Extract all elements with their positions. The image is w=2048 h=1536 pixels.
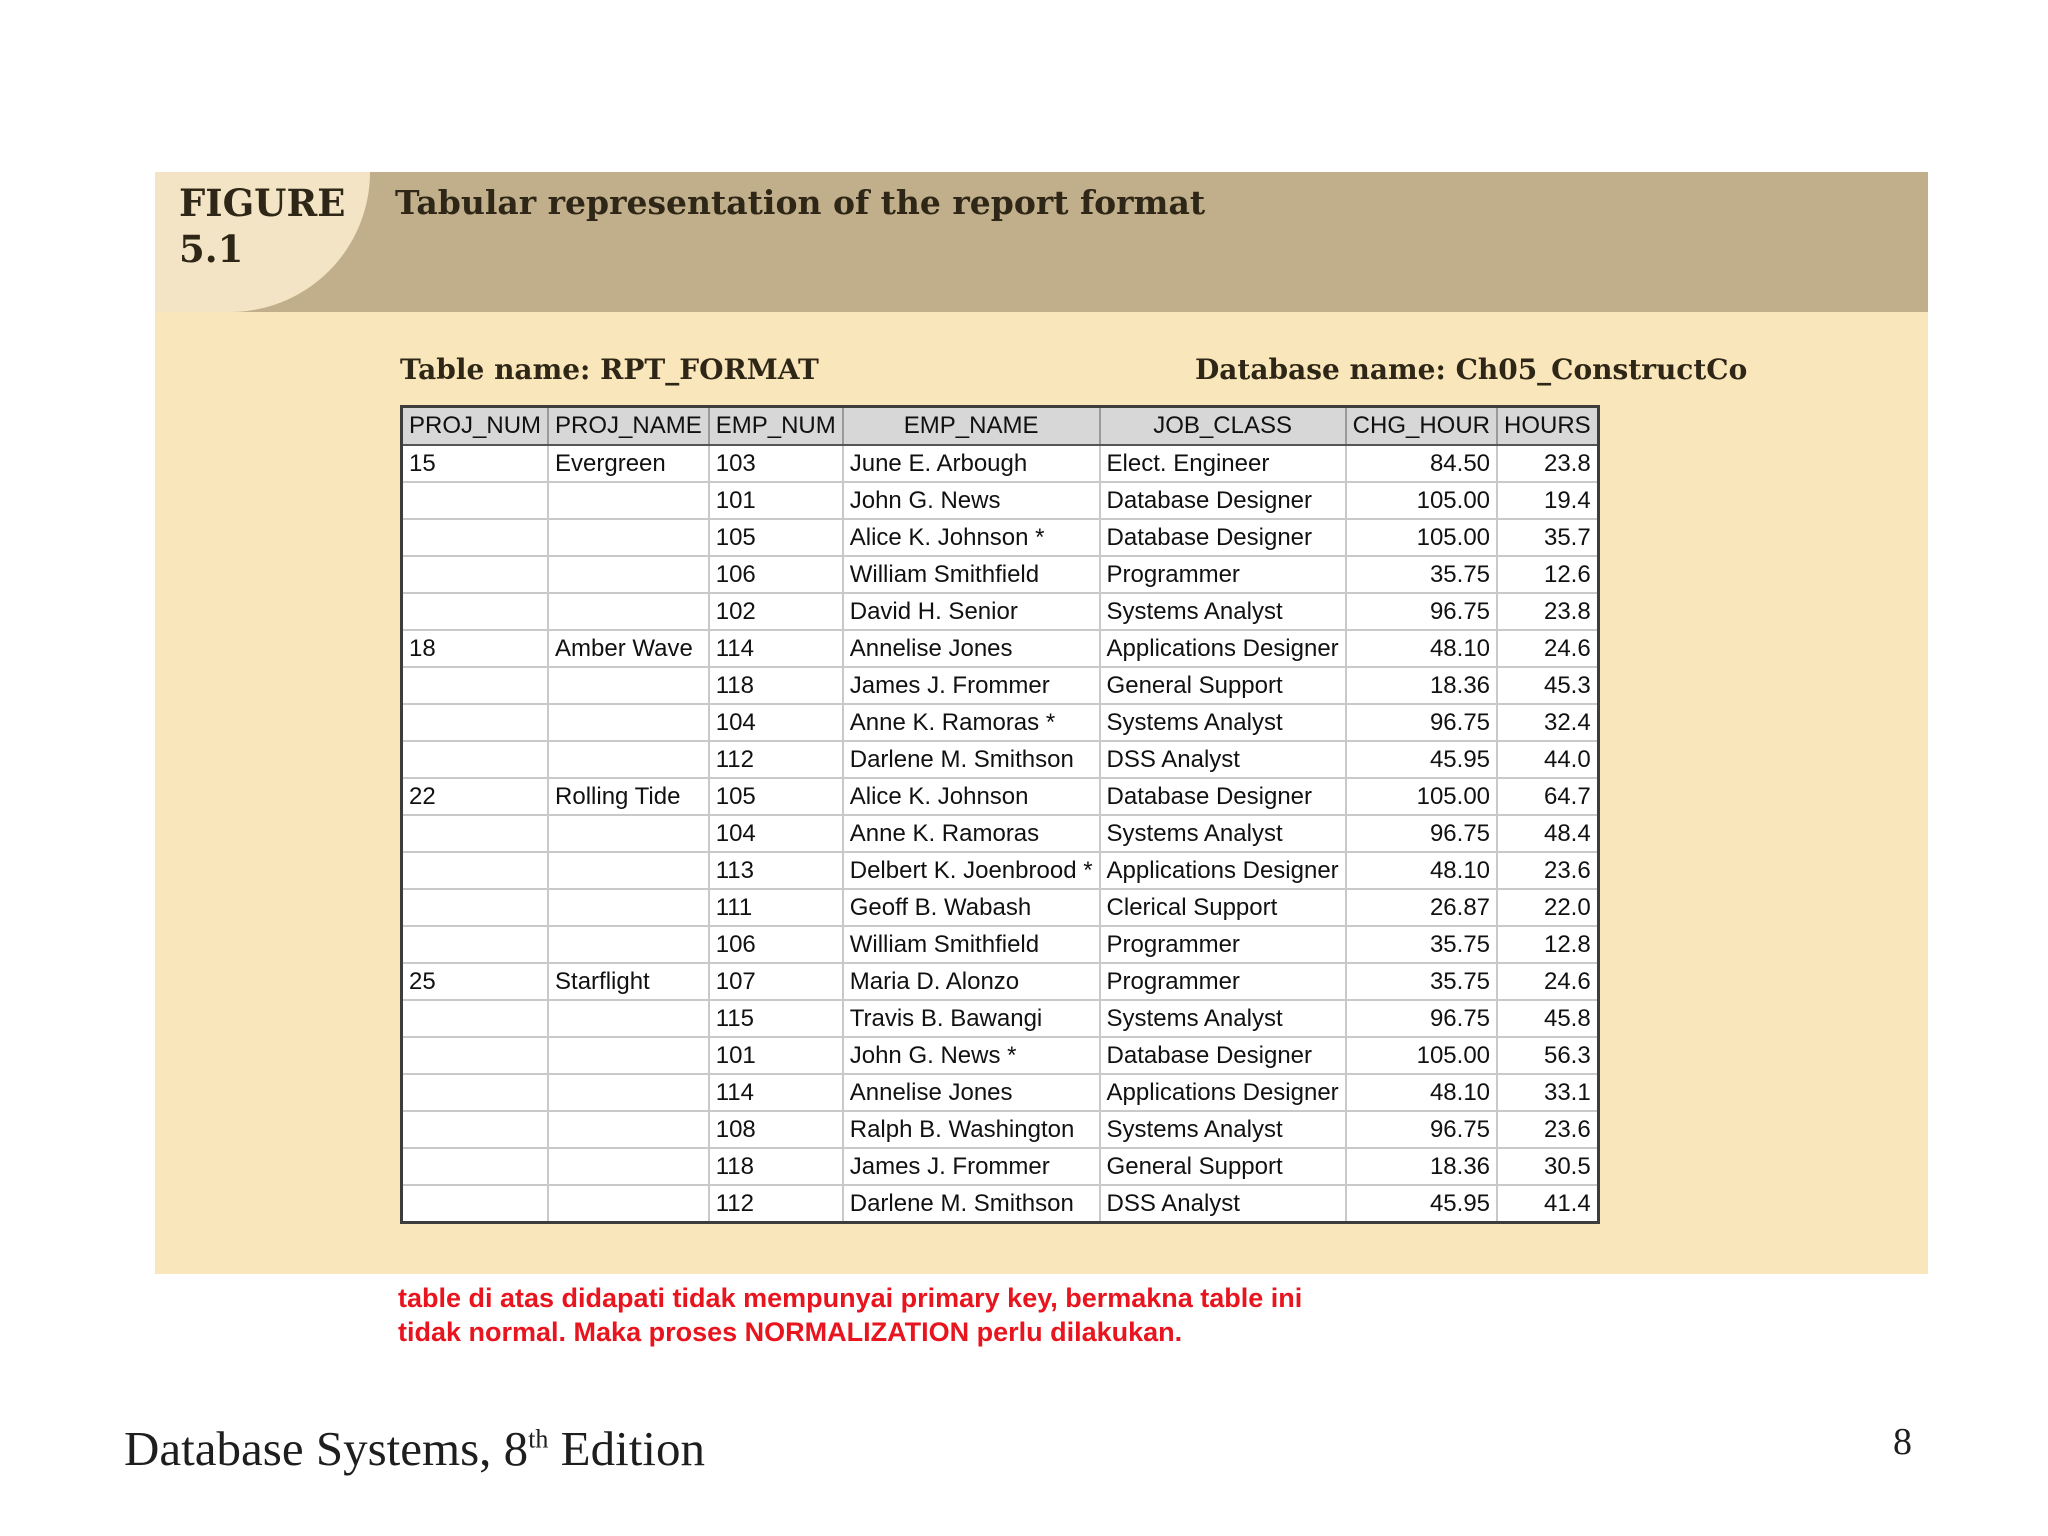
table-row	[402, 815, 1599, 852]
cell-emp-num: 114	[709, 1074, 843, 1111]
cell-job-class: Programmer	[1100, 926, 1346, 963]
database-name-label: Database name: Ch05_ConstructCo	[1195, 353, 1748, 386]
table-row	[402, 926, 1599, 963]
cell-proj-name	[548, 556, 709, 593]
figure-number-tab	[155, 172, 370, 312]
page-number: 8	[1893, 1421, 1912, 1463]
table-name-label: Table name: RPT_FORMAT	[400, 353, 819, 386]
cell-job-class: Programmer	[1100, 963, 1346, 1000]
figure-header	[155, 172, 1928, 312]
book-title-suffix: Edition	[548, 1421, 705, 1476]
cell-emp-num: 112	[709, 741, 843, 778]
cell-hours: 23.6	[1497, 852, 1598, 889]
cell-emp-name: Darlene M. Smithson	[843, 1185, 1100, 1223]
table-row	[402, 593, 1599, 630]
cell-hours: 19.4	[1497, 482, 1598, 519]
cell-job-class: Applications Designer	[1100, 630, 1346, 667]
cell-emp-name: James J. Frommer	[843, 1148, 1100, 1185]
cell-chg-hour: 18.36	[1346, 1148, 1497, 1185]
cell-proj-num	[402, 1148, 549, 1185]
cell-chg-hour: 35.75	[1346, 556, 1497, 593]
figure-label-word: FIGURE	[179, 181, 346, 225]
cell-proj-name	[548, 1185, 709, 1223]
cell-emp-num: 112	[709, 1185, 843, 1223]
book-title-footer	[124, 1420, 705, 1477]
cell-chg-hour: 35.75	[1346, 926, 1497, 963]
table-row	[402, 445, 1599, 482]
cell-hours: 24.6	[1497, 630, 1598, 667]
cell-proj-num	[402, 519, 549, 556]
cell-proj-name	[548, 889, 709, 926]
cell-emp-num: 111	[709, 889, 843, 926]
cell-proj-num: 22	[402, 778, 549, 815]
cell-proj-num	[402, 889, 549, 926]
cell-emp-name: Alice K. Johnson	[843, 778, 1100, 815]
cell-emp-name: Ralph B. Washington	[843, 1111, 1100, 1148]
cell-emp-num: 106	[709, 556, 843, 593]
cell-proj-name	[548, 482, 709, 519]
cell-proj-name: Evergreen	[548, 445, 709, 482]
cell-emp-num: 118	[709, 667, 843, 704]
cell-proj-num	[402, 926, 549, 963]
cell-proj-num	[402, 482, 549, 519]
cell-job-class: DSS Analyst	[1100, 1185, 1346, 1223]
cell-emp-num: 114	[709, 630, 843, 667]
table-row	[402, 741, 1599, 778]
cell-emp-name: Travis B. Bawangi	[843, 1000, 1100, 1037]
cell-chg-hour: 84.50	[1346, 445, 1497, 482]
cell-emp-num: 101	[709, 1037, 843, 1074]
cell-job-class: Database Designer	[1100, 482, 1346, 519]
table-row	[402, 667, 1599, 704]
cell-hours: 56.3	[1497, 1037, 1598, 1074]
cell-emp-num: 108	[709, 1111, 843, 1148]
table-row	[402, 482, 1599, 519]
cell-job-class: Systems Analyst	[1100, 1111, 1346, 1148]
cell-emp-num: 104	[709, 815, 843, 852]
cell-chg-hour: 96.75	[1346, 593, 1497, 630]
cell-proj-num: 25	[402, 963, 549, 1000]
cell-proj-name	[548, 704, 709, 741]
cell-emp-num: 102	[709, 593, 843, 630]
cell-proj-name	[548, 519, 709, 556]
cell-emp-name: Darlene M. Smithson	[843, 741, 1100, 778]
cell-job-class: Programmer	[1100, 556, 1346, 593]
cell-emp-name: William Smithfield	[843, 926, 1100, 963]
cell-proj-name	[548, 852, 709, 889]
cell-chg-hour: 96.75	[1346, 1000, 1497, 1037]
table-row	[402, 556, 1599, 593]
cell-proj-num	[402, 704, 549, 741]
table-row	[402, 1111, 1599, 1148]
cell-hours: 12.6	[1497, 556, 1598, 593]
cell-job-class: Database Designer	[1100, 778, 1346, 815]
book-title-superscript: th	[528, 1424, 549, 1454]
cell-proj-name: Rolling Tide	[548, 778, 709, 815]
table-row	[402, 519, 1599, 556]
cell-emp-num: 118	[709, 1148, 843, 1185]
figure-title: Tabular representation of the report format	[395, 183, 1206, 222]
cell-proj-name	[548, 1148, 709, 1185]
note-text	[398, 1281, 1398, 1349]
cell-hours: 23.6	[1497, 1111, 1598, 1148]
cell-hours: 23.8	[1497, 445, 1598, 482]
cell-emp-num: 103	[709, 445, 843, 482]
cell-proj-num	[402, 556, 549, 593]
cell-chg-hour: 105.00	[1346, 519, 1497, 556]
cell-hours: 22.0	[1497, 889, 1598, 926]
cell-chg-hour: 105.00	[1346, 482, 1497, 519]
cell-proj-name: Starflight	[548, 963, 709, 1000]
cell-proj-name	[548, 1074, 709, 1111]
table-row	[402, 704, 1599, 741]
cell-chg-hour: 48.10	[1346, 630, 1497, 667]
cell-proj-num	[402, 815, 549, 852]
cell-proj-name	[548, 667, 709, 704]
cell-emp-num: 104	[709, 704, 843, 741]
cell-emp-name: Delbert K. Joenbrood *	[843, 852, 1100, 889]
cell-proj-name: Amber Wave	[548, 630, 709, 667]
cell-proj-num	[402, 1000, 549, 1037]
cell-emp-name: Annelise Jones	[843, 630, 1100, 667]
table-row	[402, 1185, 1599, 1223]
column-header-chg-hour: CHG_HOUR	[1346, 407, 1497, 446]
cell-job-class: DSS Analyst	[1100, 741, 1346, 778]
cell-proj-num	[402, 667, 549, 704]
column-header-proj-num: PROJ_NUM	[402, 407, 549, 446]
cell-chg-hour: 45.95	[1346, 741, 1497, 778]
cell-chg-hour: 26.87	[1346, 889, 1497, 926]
cell-chg-hour: 48.10	[1346, 852, 1497, 889]
cell-proj-name	[548, 815, 709, 852]
cell-emp-num: 105	[709, 519, 843, 556]
cell-job-class: General Support	[1100, 1148, 1346, 1185]
cell-job-class: Systems Analyst	[1100, 815, 1346, 852]
cell-job-class: Systems Analyst	[1100, 704, 1346, 741]
cell-hours: 41.4	[1497, 1185, 1598, 1223]
table-row	[402, 852, 1599, 889]
cell-chg-hour: 105.00	[1346, 1037, 1497, 1074]
cell-chg-hour: 96.75	[1346, 815, 1497, 852]
figure-number: 5.1	[179, 227, 244, 271]
cell-job-class: Systems Analyst	[1100, 593, 1346, 630]
cell-proj-name	[548, 1111, 709, 1148]
cell-emp-num: 101	[709, 482, 843, 519]
column-header-job-class: JOB_CLASS	[1100, 407, 1346, 446]
report-table-container	[400, 405, 1600, 1224]
cell-hours: 12.8	[1497, 926, 1598, 963]
cell-proj-num	[402, 1074, 549, 1111]
cell-proj-name	[548, 1000, 709, 1037]
cell-chg-hour: 105.00	[1346, 778, 1497, 815]
cell-hours: 45.8	[1497, 1000, 1598, 1037]
cell-hours: 24.6	[1497, 963, 1598, 1000]
cell-emp-name: Maria D. Alonzo	[843, 963, 1100, 1000]
cell-hours: 44.0	[1497, 741, 1598, 778]
cell-job-class: Clerical Support	[1100, 889, 1346, 926]
cell-chg-hour: 35.75	[1346, 963, 1497, 1000]
cell-hours: 35.7	[1497, 519, 1598, 556]
book-title-prefix: Database Systems, 8	[124, 1421, 529, 1476]
cell-emp-name: Annelise Jones	[843, 1074, 1100, 1111]
rpt-format-table	[400, 405, 1600, 1224]
cell-emp-name: David H. Senior	[843, 593, 1100, 630]
cell-proj-num: 15	[402, 445, 549, 482]
cell-hours: 45.3	[1497, 667, 1598, 704]
cell-chg-hour: 45.95	[1346, 1185, 1497, 1223]
cell-emp-num: 105	[709, 778, 843, 815]
table-header-row	[402, 407, 1599, 446]
cell-job-class: Database Designer	[1100, 519, 1346, 556]
cell-proj-num	[402, 741, 549, 778]
column-header-hours: HOURS	[1497, 407, 1598, 446]
table-row	[402, 1000, 1599, 1037]
cell-job-class: Elect. Engineer	[1100, 445, 1346, 482]
cell-job-class: Applications Designer	[1100, 852, 1346, 889]
cell-emp-name: John G. News *	[843, 1037, 1100, 1074]
cell-emp-name: James J. Frommer	[843, 667, 1100, 704]
cell-job-class: Database Designer	[1100, 1037, 1346, 1074]
cell-emp-num: 106	[709, 926, 843, 963]
figure-panel	[155, 172, 1928, 1274]
cell-chg-hour: 96.75	[1346, 1111, 1497, 1148]
cell-job-class: Applications Designer	[1100, 1074, 1346, 1111]
figure-label	[179, 180, 345, 272]
cell-proj-name	[548, 926, 709, 963]
column-header-proj-name: PROJ_NAME	[548, 407, 709, 446]
table-row	[402, 1037, 1599, 1074]
cell-chg-hour: 96.75	[1346, 704, 1497, 741]
table-row	[402, 963, 1599, 1000]
cell-emp-name: William Smithfield	[843, 556, 1100, 593]
cell-job-class: General Support	[1100, 667, 1346, 704]
table-row	[402, 778, 1599, 815]
cell-proj-num	[402, 852, 549, 889]
table-row	[402, 630, 1599, 667]
cell-hours: 23.8	[1497, 593, 1598, 630]
cell-proj-num	[402, 593, 549, 630]
table-row	[402, 1148, 1599, 1185]
cell-hours: 33.1	[1497, 1074, 1598, 1111]
table-row	[402, 1074, 1599, 1111]
cell-hours: 32.4	[1497, 704, 1598, 741]
table-body	[402, 445, 1599, 1223]
cell-hours: 64.7	[1497, 778, 1598, 815]
cell-proj-num: 18	[402, 630, 549, 667]
cell-emp-name: Alice K. Johnson *	[843, 519, 1100, 556]
cell-proj-name	[548, 1037, 709, 1074]
cell-emp-name: Anne K. Ramoras	[843, 815, 1100, 852]
cell-emp-num: 115	[709, 1000, 843, 1037]
cell-emp-num: 107	[709, 963, 843, 1000]
column-header-emp-name: EMP_NAME	[843, 407, 1100, 446]
cell-hours: 30.5	[1497, 1148, 1598, 1185]
note-line-1: table di atas didapati tidak mempunyai primary key, bermakna table ini	[398, 1283, 1303, 1313]
cell-chg-hour: 48.10	[1346, 1074, 1497, 1111]
cell-emp-name: Anne K. Ramoras *	[843, 704, 1100, 741]
cell-proj-num	[402, 1111, 549, 1148]
table-row	[402, 889, 1599, 926]
column-header-emp-num: EMP_NUM	[709, 407, 843, 446]
cell-proj-name	[548, 593, 709, 630]
cell-chg-hour: 18.36	[1346, 667, 1497, 704]
cell-emp-name: June E. Arbough	[843, 445, 1100, 482]
cell-proj-num	[402, 1037, 549, 1074]
cell-proj-name	[548, 741, 709, 778]
cell-emp-name: Geoff B. Wabash	[843, 889, 1100, 926]
cell-proj-num	[402, 1185, 549, 1223]
cell-emp-name: John G. News	[843, 482, 1100, 519]
cell-emp-num: 113	[709, 852, 843, 889]
note-line-2: tidak normal. Maka proses NORMALIZATION perlu dilakukan.	[398, 1317, 1183, 1347]
cell-hours: 48.4	[1497, 815, 1598, 852]
cell-job-class: Systems Analyst	[1100, 1000, 1346, 1037]
